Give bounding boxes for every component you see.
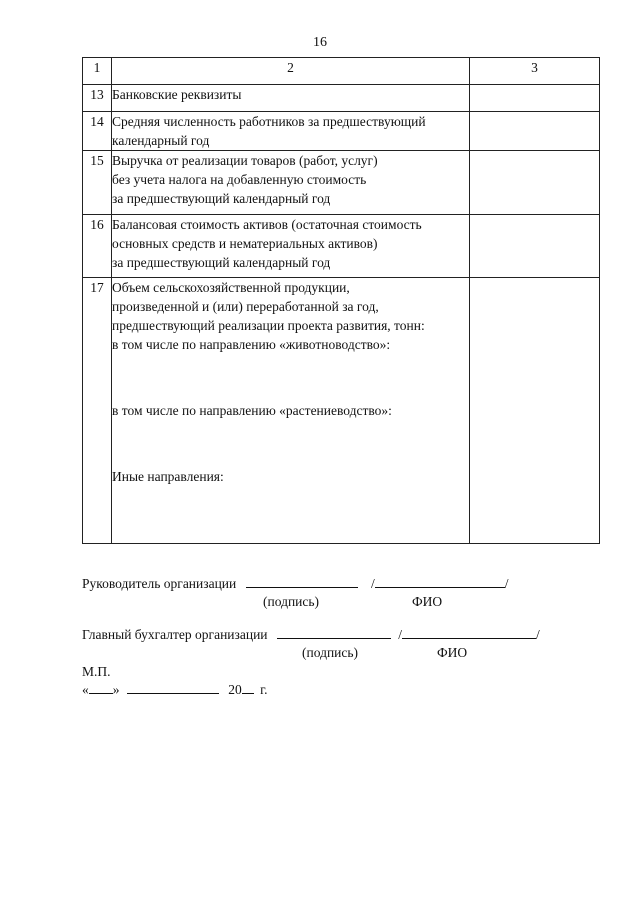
row-number: 13	[83, 85, 112, 112]
row-description-line: за предшествующий календарный год	[112, 255, 331, 270]
accountant-signature-line	[82, 625, 540, 644]
stamp-label: М.П.	[82, 664, 111, 679]
row-number: 15	[83, 151, 112, 215]
row-value-cell[interactable]	[470, 278, 600, 544]
date-close-quote: »	[112, 682, 120, 697]
row-description-line: Объем сельскохозяйственной продукции,	[112, 280, 350, 295]
slash: /	[398, 627, 403, 642]
date-year-suffix: г.	[260, 682, 268, 697]
header-col-1: 1	[83, 58, 112, 85]
header-col-2: 2	[112, 58, 470, 85]
row-number: 17	[83, 278, 112, 544]
row-description-line: произведенной и (или) переработанной за год,	[112, 299, 379, 314]
director-signature-field[interactable]	[246, 574, 358, 588]
accountant-label: Главный бухгалтер организации	[82, 627, 268, 642]
row-description-line: без учета налога на добавленную стоимость	[112, 172, 367, 187]
table-row	[83, 112, 600, 151]
row-subsection-other: Иные направления:	[112, 469, 224, 484]
row-description-line: Выручка от реализации товаров (работ, услуг)	[112, 153, 378, 168]
requisites-table	[82, 57, 600, 544]
row-subsection-crops: в том числе по направлению «растениеводство»:	[112, 403, 392, 418]
slash: /	[504, 576, 509, 591]
row-description	[112, 112, 470, 151]
date-line	[82, 680, 268, 699]
slash: /	[536, 627, 540, 642]
header-col-3: 3	[470, 58, 600, 85]
director-name-field[interactable]	[375, 574, 505, 588]
row-number: 16	[83, 215, 112, 278]
row-description-line: Балансовая стоимость активов (остаточная стоимость	[112, 217, 422, 232]
page-number: 16	[313, 35, 327, 50]
date-open-quote: «	[82, 682, 89, 697]
date-month-field[interactable]	[127, 680, 219, 694]
row-description	[112, 151, 470, 215]
row-description-line: основных средств и нематериальных активов)	[112, 236, 378, 251]
row-value-cell[interactable]	[470, 112, 600, 151]
row-description-line: Средняя численность работников за предшествующий	[112, 114, 426, 129]
table-row	[83, 85, 600, 112]
row-description	[112, 85, 470, 112]
accountant-signature-caption: (подпись)	[302, 645, 359, 660]
row-description-line: Банковские реквизиты	[112, 87, 242, 102]
table-row	[83, 151, 600, 215]
row-description	[112, 215, 470, 278]
table-header-row	[83, 58, 600, 85]
date-day-field[interactable]	[89, 680, 113, 694]
table-row	[83, 215, 600, 278]
row-description	[112, 278, 470, 544]
row-description-line: предшествующий реализации проекта развития, тонн:	[112, 318, 425, 333]
director-name-caption: ФИО	[412, 594, 443, 609]
accountant-name-field[interactable]	[402, 625, 536, 639]
date-year-field[interactable]	[242, 680, 254, 694]
director-signature-caption: (подпись)	[263, 594, 320, 609]
row-value-cell[interactable]	[470, 151, 600, 215]
row-value-cell[interactable]	[470, 85, 600, 112]
row-value-cell[interactable]	[470, 215, 600, 278]
date-year-prefix: 20	[228, 682, 242, 697]
row-number: 14	[83, 112, 112, 151]
row-description-line: за предшествующий календарный год	[112, 191, 331, 206]
accountant-name-caption: ФИО	[437, 645, 468, 660]
row-description-line: в том числе по направлению «животноводство»:	[112, 337, 391, 352]
accountant-signature-field[interactable]	[277, 625, 391, 639]
table-row	[83, 278, 600, 544]
slash: /	[371, 576, 375, 591]
director-label: Руководитель организации	[82, 576, 237, 591]
director-signature-line	[82, 574, 509, 593]
row-description-line: календарный год	[112, 133, 210, 148]
